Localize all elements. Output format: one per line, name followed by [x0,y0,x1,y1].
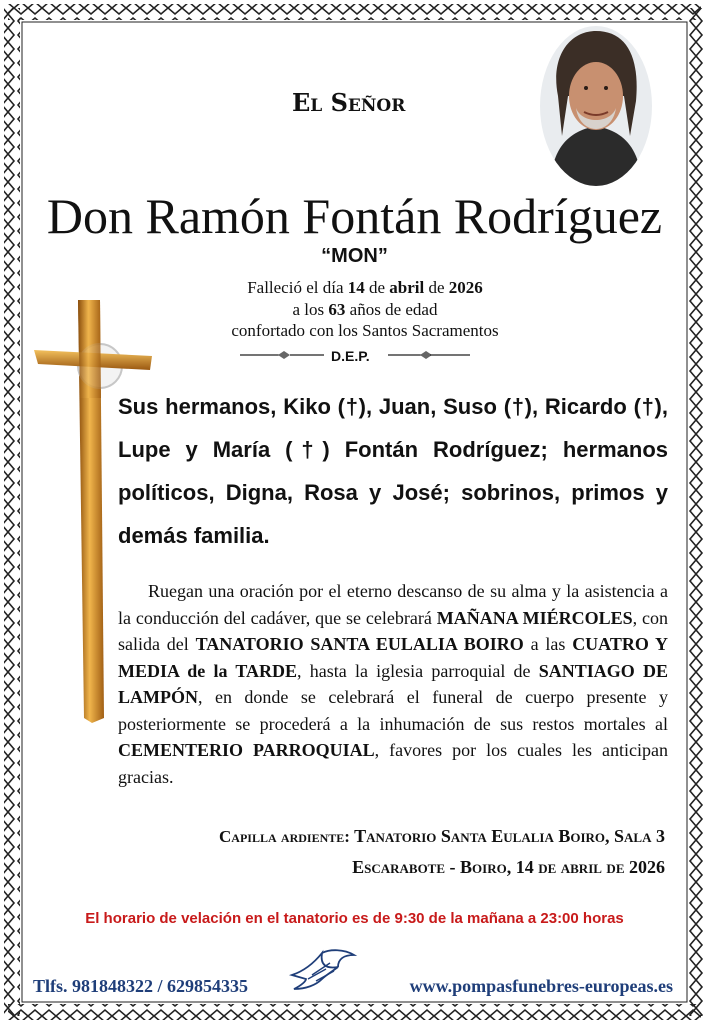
place-date: Escarabote - Boiro, 14 de abril de 2026 [352,857,665,877]
dep-label: D.E.P. [331,348,370,364]
deceased-name: Don Ramón Fontán Rodríguez [46,188,663,244]
website-link[interactable]: www.pompasfunebres-europeas.es [409,976,673,996]
dep-divider [240,346,470,366]
capilla-ardiente: Capilla ardiente: Tanatorio Santa Eulalia Boiro, Sala 3 [219,826,665,846]
ceremony-paragraph: Ruegan una oración por el eterno descanso de su alma y la asistencia a la conducción del cadáver, que se celebrará MAÑANA MIÉRCOLES, con salida del TANATORIO SANTA EULALIA BOIRO a las CUATRO Y MEDIA de la TARDE, hasta la iglesia parroquial de SANTIAGO DE LAMPÓN, en donde se celebrará el funeral de cuerpo presente y posteriormente se procederá a la inhumación de sus restos mortales al CEMENTERIO PARROQUIAL, favores por los cuales les anticipan gracias. [118,581,668,787]
page-title: El Señor [292,88,406,117]
phone-numbers: Tlfs. 981848322 / 629854335 [33,976,249,996]
sacraments-line: confortado con los Santos Sacramentos [231,321,499,340]
age-line: a los 63 años de edad [292,300,438,319]
nickname: “MON” [321,245,388,267]
dove-logo-icon [286,945,360,995]
family-text: Sus hermanos, Kiko (†), Juan, Suso (†), Ricardo (†), Lupe y María (†) Fontán Rodríguez; hermanos políticos, Digna, Rosa y José; sobrinos, primos y demás familia. [118,394,668,548]
portrait-photo [540,26,652,186]
wake-hours-notice: El horario de velación en el tanatorio es de 9:30 de la mañana a 23:00 horas [85,910,624,927]
death-date-line: Falleció el día 14 de abril de 2026 [247,278,483,297]
